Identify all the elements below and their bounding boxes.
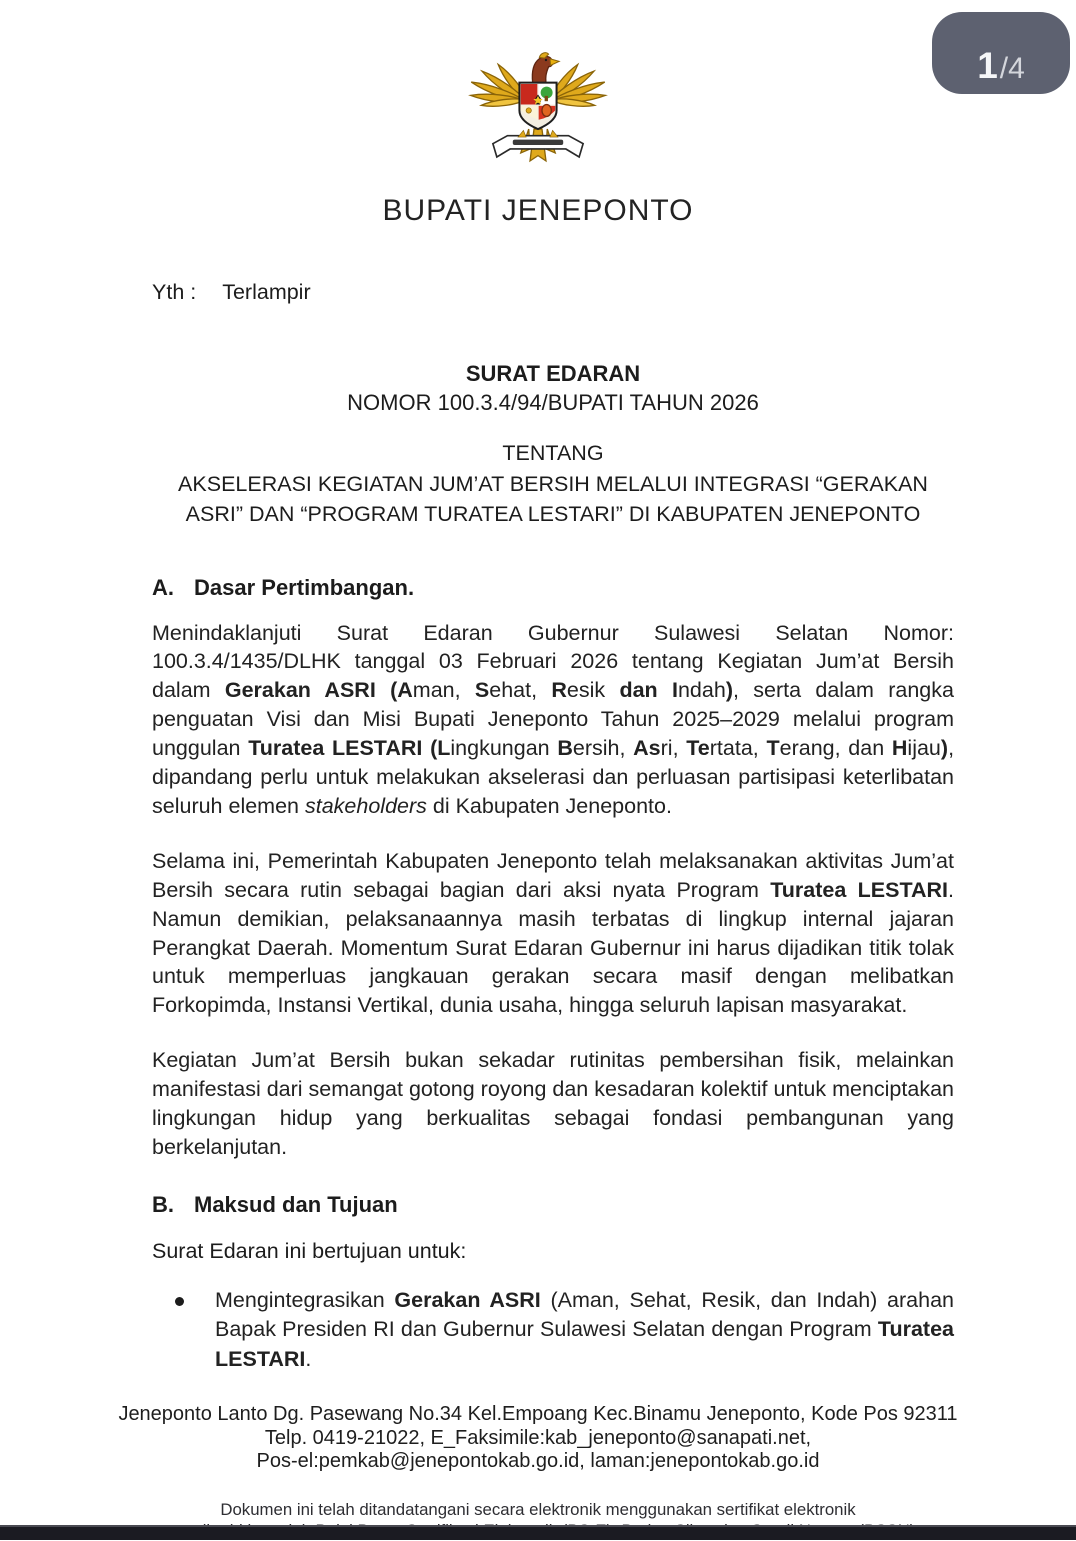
- section-b-intro: Surat Edaran ini bertujuan untuk:: [152, 1238, 467, 1263]
- bottom-bar: [0, 1525, 1076, 1540]
- page-indicator-badge: [932, 12, 1070, 94]
- page-total: /4: [999, 52, 1025, 85]
- recipient-label: Yth :: [152, 280, 197, 304]
- bullet-dot-icon: [175, 1297, 184, 1306]
- section-b-heading: [152, 1192, 954, 1218]
- address-line-3: Pos-el:pemkab@jenepontokab.go.id, laman:jenepontokab.go.id: [256, 1450, 820, 1473]
- paragraph-1: Menindaklanjuti Surat Edaran Gubernur Sulawesi Selatan Nomor: 100.3.4/1435/DLHK tanggal 03 Februari 2026 tentang Kegiatan Jum’at Bersih dalam Gerakan ASRI (Aman, Sehat, Resik dan Indah), serta dalam rangka penguatan Visi dan Misi Bupati Jeneponto Tahun 2025–2029 melalui program unggulan Turatea LESTARI (Lingkungan Bersih, Asri, Tertata, Terang, dan Hijau), dipandang perlu untuk melakukan akselerasi dan perluasan partisipasi keterlibatan seluruh elemen stakeholders di Kabupaten Jeneponto.: [152, 620, 955, 818]
- paragraph-3: Kegiatan Jum’at Bersih bukan sekadar rutinitas pembersihan fisik, melainkan manifestasi dari semangat gotong royong dan kesadaran kolektif untuk menciptakan lingkungan hidup yang berkualitas sebagai fondasi pembangunan yang berkelanjutan.: [152, 1048, 954, 1159]
- list-item: [152, 1286, 954, 1375]
- section-a-heading: [152, 575, 954, 601]
- subject-block: [152, 438, 954, 530]
- subject-label: TENTANG: [502, 441, 604, 465]
- document-heading: [152, 359, 954, 417]
- footer-address: [0, 1403, 1076, 1474]
- recipient-row: [152, 280, 954, 305]
- bullet-text: Mengintegrasikan Gerakan ASRI (Aman, Sehat, Resik, dan Indah) arahan Bapak Presiden RI dan Gubernur Sulawesi Selatan dengan Program Turatea LESTARI.: [215, 1287, 954, 1371]
- pancasila-shield: [519, 83, 556, 129]
- org-title: BUPATI JENEPONTO: [382, 194, 694, 227]
- page-current: 1: [977, 45, 998, 86]
- recipient-value: Terlampir: [222, 280, 311, 304]
- section-b-letter: B.: [152, 1191, 174, 1217]
- document-number: NOMOR 100.3.4/94/BUPATI TAHUN 2026: [347, 390, 759, 415]
- signature-note-line-1: Dokumen ini telah ditandatangani secara elektronik menggunakan sertifikat elektronik: [220, 1499, 856, 1519]
- address-line-1: Jeneponto Lanto Dg. Pasewang No.34 Kel.Empoang Kec.Binamu Jeneponto, Kode Pos 92311: [118, 1403, 958, 1426]
- paragraph-2: Selama ini, Pemerintah Kabupaten Jeneponto telah melaksanakan aktivitas Jum’at Bersih secara rutin sebagai bagian dari aksi nyata Program Turatea LESTARI. Namun demikian, pelaksanaannya masih terbatas di lingkup internal jajaran Perangkat Daerah. Momentum Surat Edaran Gubernur ini harus dijadikan titik tolak untuk memperluas jangkauan gerakan secara masif dengan melibatkan Forkopimda, Instansi Vertikal, dunia usaha, hingga seluruh lapisan masyarakat.: [152, 848, 954, 1018]
- section-a-title: Dasar Pertimbangan.: [194, 574, 415, 600]
- document-type: SURAT EDARAN: [465, 361, 641, 386]
- head: [532, 53, 559, 84]
- address-line-2: Telp. 0419-21022, E_Faksimile:kab_jeneponto@sanapati.net,: [264, 1426, 812, 1449]
- garuda-pancasila-emblem: [465, 36, 611, 184]
- subject-title: AKSELERASI KEGIATAN JUM’AT BERSIH MELALUI INTEGRASI “GERAKAN ASRI” DAN “PROGRAM TURATEA LESTARI” DI KABUPATEN JENEPONTO: [178, 471, 928, 526]
- letter-body: [152, 280, 954, 1374]
- section-a-letter: A.: [152, 574, 174, 600]
- section-b-title: Maksud dan Tujuan: [194, 1191, 398, 1217]
